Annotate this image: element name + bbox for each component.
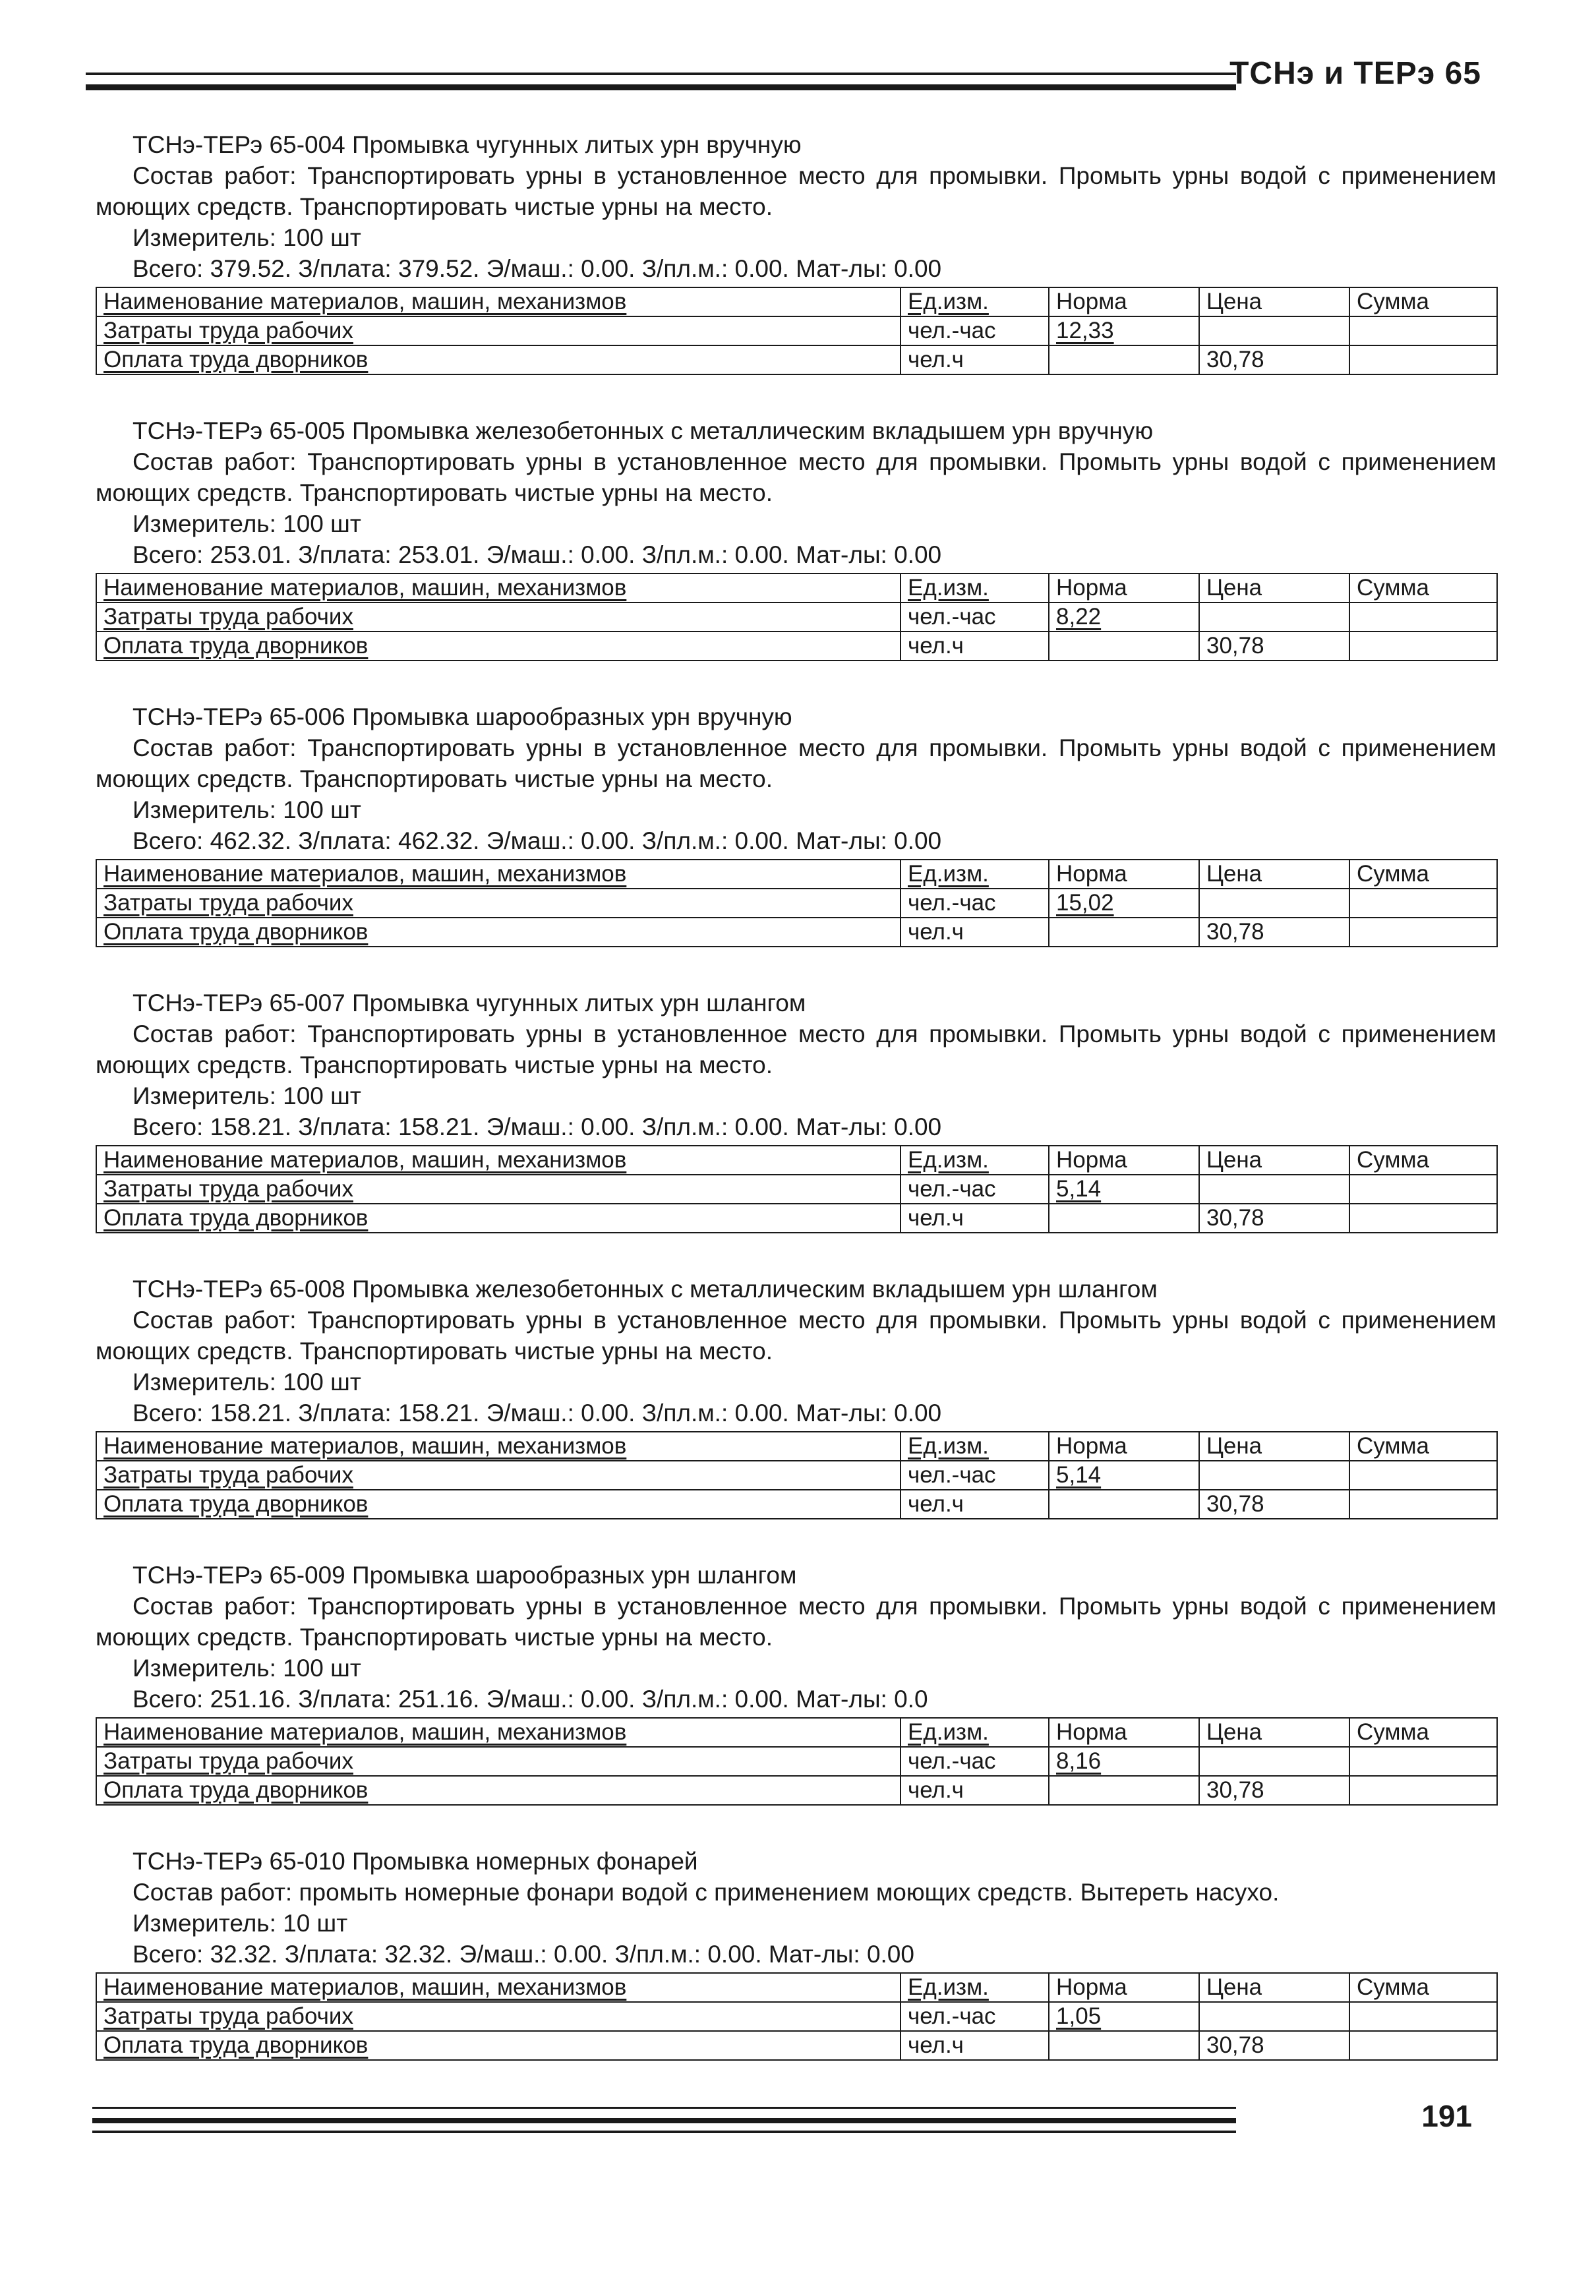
norm-entry bbox=[96, 1274, 1496, 1560]
header-rule-thick bbox=[86, 84, 1236, 90]
col-header-sum: Сумма bbox=[1349, 1432, 1497, 1461]
col-header-name: Наименование материалов, машин, механизмов bbox=[96, 1432, 901, 1461]
col-header-unit: Ед.изм. bbox=[901, 1973, 1049, 2002]
cell-name: Затраты труда рабочих bbox=[96, 1747, 901, 1776]
cell-sum bbox=[1349, 918, 1497, 947]
norm-entry bbox=[96, 1846, 1496, 2132]
col-header-unit: Ед.изм. bbox=[901, 1146, 1049, 1175]
entry-meter: Измеритель: 10 шт bbox=[133, 1910, 348, 1937]
cell-name: Затраты труда рабочих bbox=[96, 1175, 901, 1204]
col-header-norm: Норма bbox=[1049, 1432, 1199, 1461]
cell-price bbox=[1199, 603, 1349, 632]
entry-meter: Измеритель: 100 шт bbox=[133, 224, 361, 251]
cell-unit: чел.-час bbox=[901, 316, 1049, 345]
col-header-norm: Норма bbox=[1049, 860, 1199, 889]
col-header-norm: Норма bbox=[1049, 287, 1199, 316]
cell-price: 30,78 bbox=[1199, 345, 1349, 374]
col-header-unit: Ед.изм. bbox=[901, 287, 1049, 316]
col-header-sum: Сумма bbox=[1349, 1973, 1497, 2002]
norm-entry bbox=[96, 1560, 1496, 1846]
table-header-row bbox=[96, 1432, 1497, 1461]
table-row bbox=[96, 632, 1497, 661]
table-row bbox=[96, 889, 1497, 918]
cell-price bbox=[1199, 2002, 1349, 2031]
entry-composition: Состав работ: Транспортировать урны в установленное место для промывки. Промыть урны водой с применением bbox=[133, 162, 1496, 189]
cell-sum bbox=[1349, 2031, 1497, 2060]
cell-sum bbox=[1349, 1490, 1497, 1519]
table-header-row bbox=[96, 574, 1497, 603]
cell-price: 30,78 bbox=[1199, 2031, 1349, 2060]
cell-unit: чел.ч bbox=[901, 918, 1049, 947]
cell-norm: 5,14 bbox=[1049, 1461, 1199, 1490]
cell-price: 30,78 bbox=[1199, 632, 1349, 661]
norm-entry bbox=[96, 701, 1496, 987]
col-header-sum: Сумма bbox=[1349, 287, 1497, 316]
cell-norm: 8,22 bbox=[1049, 603, 1199, 632]
table-row bbox=[96, 2031, 1497, 2060]
cell-norm bbox=[1049, 918, 1199, 947]
cell-norm bbox=[1049, 1204, 1199, 1233]
cell-unit: чел.ч bbox=[901, 632, 1049, 661]
cell-name: Затраты труда рабочих bbox=[96, 889, 901, 918]
cell-unit: чел.ч bbox=[901, 2031, 1049, 2060]
table-row bbox=[96, 1204, 1497, 1233]
col-header-unit: Ед.изм. bbox=[901, 574, 1049, 603]
col-header-name: Наименование материалов, машин, механизмов bbox=[96, 860, 901, 889]
cell-norm: 1,05 bbox=[1049, 2002, 1199, 2031]
norm-table bbox=[96, 1431, 1498, 1519]
cell-unit: чел.-час bbox=[901, 2002, 1049, 2031]
col-header-price: Цена bbox=[1199, 287, 1349, 316]
cell-norm bbox=[1049, 1490, 1199, 1519]
entry-composition-cont: моющих средств. Транспортировать чистые урны на место. bbox=[96, 193, 773, 220]
entry-totals: Всего: 253.01. З/плата: 253.01. Э/маш.: 0.00. З/пл.м.: 0.00. Мат-лы: 0.00 bbox=[133, 541, 942, 568]
cell-sum bbox=[1349, 1175, 1497, 1204]
col-header-name: Наименование материалов, машин, механизмов bbox=[96, 1973, 901, 2002]
table-row bbox=[96, 603, 1497, 632]
col-header-name: Наименование материалов, машин, механизмов bbox=[96, 287, 901, 316]
norm-entry bbox=[96, 415, 1496, 701]
col-header-unit: Ед.изм. bbox=[901, 860, 1049, 889]
entry-totals: Всего: 462.32. З/плата: 462.32. Э/маш.: 0.00. З/пл.м.: 0.00. Мат-лы: 0.00 bbox=[133, 827, 942, 854]
cell-sum bbox=[1349, 316, 1497, 345]
cell-unit: чел.ч bbox=[901, 345, 1049, 374]
entries-container bbox=[96, 129, 1496, 2132]
entry-meter: Измеритель: 100 шт bbox=[133, 796, 361, 823]
table-row bbox=[96, 1175, 1497, 1204]
cell-unit: чел.-час bbox=[901, 1461, 1049, 1490]
cell-name: Затраты труда рабочих bbox=[96, 1461, 901, 1490]
cell-norm: 8,16 bbox=[1049, 1747, 1199, 1776]
cell-name: Оплата труда дворников bbox=[96, 2031, 901, 2060]
table-row bbox=[96, 316, 1497, 345]
cell-price bbox=[1199, 1461, 1349, 1490]
entry-title: ТСНэ-ТЕРэ 65-004 Промывка чугунных литых урн вручную bbox=[133, 131, 802, 158]
col-header-sum: Сумма bbox=[1349, 1146, 1497, 1175]
footer-rule-thin bbox=[92, 2107, 1236, 2109]
cell-unit: чел.-час bbox=[901, 1747, 1049, 1776]
table-row bbox=[96, 918, 1497, 947]
cell-unit: чел.-час bbox=[901, 603, 1049, 632]
entry-composition-cont: моющих средств. Транспортировать чистые урны на место. bbox=[96, 479, 773, 506]
col-header-price: Цена bbox=[1199, 1973, 1349, 2002]
table-row bbox=[96, 345, 1497, 374]
norm-table bbox=[96, 859, 1498, 947]
table-row bbox=[96, 1747, 1497, 1776]
cell-name: Оплата труда дворников bbox=[96, 1204, 901, 1233]
norm-table bbox=[96, 1145, 1498, 1233]
table-header-row bbox=[96, 1718, 1497, 1747]
cell-price: 30,78 bbox=[1199, 1204, 1349, 1233]
col-header-sum: Сумма bbox=[1349, 1718, 1497, 1747]
cell-sum bbox=[1349, 1461, 1497, 1490]
col-header-norm: Норма bbox=[1049, 574, 1199, 603]
norm-table bbox=[96, 287, 1498, 375]
cell-name: Затраты труда рабочих bbox=[96, 2002, 901, 2031]
col-header-norm: Норма bbox=[1049, 1973, 1199, 2002]
entry-composition-cont: моющих средств. Транспортировать чистые урны на место. bbox=[96, 1051, 773, 1078]
cell-price: 30,78 bbox=[1199, 918, 1349, 947]
table-row bbox=[96, 1490, 1497, 1519]
norm-entry bbox=[96, 129, 1496, 415]
cell-norm: 5,14 bbox=[1049, 1175, 1199, 1204]
cell-name: Затраты труда рабочих bbox=[96, 316, 901, 345]
cell-price: 30,78 bbox=[1199, 1490, 1349, 1519]
cell-name: Оплата труда дворников bbox=[96, 918, 901, 947]
entry-composition: Состав работ: Транспортировать урны в установленное место для промывки. Промыть урны водой с применением bbox=[133, 1020, 1496, 1047]
entry-title: ТСНэ-ТЕРэ 65-007 Промывка чугунных литых урн шлангом bbox=[133, 989, 806, 1016]
entry-composition: Состав работ: Транспортировать урны в установленное место для промывки. Промыть урны водой с применением bbox=[133, 734, 1496, 761]
cell-sum bbox=[1349, 603, 1497, 632]
entry-totals: Всего: 251.16. З/плата: 251.16. Э/маш.: 0.00. З/пл.м.: 0.00. Мат-лы: 0.0 bbox=[133, 1686, 928, 1713]
entry-composition: Состав работ: Транспортировать урны в установленное место для промывки. Промыть урны водой с применением bbox=[133, 1307, 1496, 1334]
table-header-row bbox=[96, 1146, 1497, 1175]
col-header-unit: Ед.изм. bbox=[901, 1432, 1049, 1461]
entry-title: ТСНэ-ТЕРэ 65-006 Промывка шарообразных урн вручную bbox=[133, 703, 792, 730]
cell-sum bbox=[1349, 1204, 1497, 1233]
entry-composition: Состав работ: Транспортировать урны в установленное место для промывки. Промыть урны водой с применением bbox=[133, 448, 1496, 475]
cell-sum bbox=[1349, 345, 1497, 374]
cell-norm: 15,02 bbox=[1049, 889, 1199, 918]
cell-price bbox=[1199, 316, 1349, 345]
cell-sum bbox=[1349, 1747, 1497, 1776]
cell-price bbox=[1199, 1747, 1349, 1776]
col-header-sum: Сумма bbox=[1349, 860, 1497, 889]
cell-name: Затраты труда рабочих bbox=[96, 603, 901, 632]
cell-unit: чел.ч bbox=[901, 1490, 1049, 1519]
footer-rule-base bbox=[92, 2131, 1236, 2133]
cell-price bbox=[1199, 889, 1349, 918]
norm-table bbox=[96, 1972, 1498, 2061]
table-row bbox=[96, 1776, 1497, 1805]
page-number: 191 bbox=[1421, 2099, 1472, 2133]
cell-norm bbox=[1049, 345, 1199, 374]
cell-norm: 12,33 bbox=[1049, 316, 1199, 345]
entry-title: ТСНэ-ТЕРэ 65-010 Промывка номерных фонарей bbox=[133, 1848, 698, 1875]
cell-price bbox=[1199, 1175, 1349, 1204]
norm-table bbox=[96, 1717, 1498, 1806]
running-header-title: ТСНэ и ТЕРэ 65 bbox=[1229, 56, 1481, 91]
cell-norm bbox=[1049, 2031, 1199, 2060]
col-header-price: Цена bbox=[1199, 1718, 1349, 1747]
cell-sum bbox=[1349, 632, 1497, 661]
header-rule-thin bbox=[86, 73, 1236, 75]
col-header-sum: Сумма bbox=[1349, 574, 1497, 603]
cell-name: Оплата труда дворников bbox=[96, 1490, 901, 1519]
cell-norm bbox=[1049, 632, 1199, 661]
entry-composition: Состав работ: промыть номерные фонари водой с применением моющих средств. Вытереть насухо. bbox=[133, 1879, 1280, 1906]
cell-price: 30,78 bbox=[1199, 1776, 1349, 1805]
col-header-price: Цена bbox=[1199, 860, 1349, 889]
table-header-row bbox=[96, 1973, 1497, 2002]
col-header-norm: Норма bbox=[1049, 1146, 1199, 1175]
table-row bbox=[96, 1461, 1497, 1490]
entry-composition-cont: моющих средств. Транспортировать чистые урны на место. bbox=[96, 1338, 773, 1365]
entry-composition-cont: моющих средств. Транспортировать чистые урны на место. bbox=[96, 1624, 773, 1651]
entry-title: ТСНэ-ТЕРэ 65-008 Промывка железобетонных с металлическим вкладышем урн шлангом bbox=[133, 1276, 1158, 1303]
col-header-name: Наименование материалов, машин, механизмов bbox=[96, 1146, 901, 1175]
norm-table bbox=[96, 573, 1498, 661]
table-header-row bbox=[96, 287, 1497, 316]
cell-sum bbox=[1349, 2002, 1497, 2031]
cell-name: Оплата труда дворников bbox=[96, 1776, 901, 1805]
footer-rule-thick bbox=[92, 2118, 1236, 2123]
entry-title: ТСНэ-ТЕРэ 65-009 Промывка шарообразных урн шлангом bbox=[133, 1562, 797, 1589]
entry-composition-cont: моющих средств. Транспортировать чистые урны на место. bbox=[96, 765, 773, 792]
col-header-price: Цена bbox=[1199, 1146, 1349, 1175]
entry-totals: Всего: 158.21. З/плата: 158.21. Э/маш.: 0.00. З/пл.м.: 0.00. Мат-лы: 0.00 bbox=[133, 1399, 942, 1427]
entry-meter: Измеритель: 100 шт bbox=[133, 1655, 361, 1682]
cell-unit: чел.-час bbox=[901, 1175, 1049, 1204]
cell-unit: чел.-час bbox=[901, 889, 1049, 918]
entry-totals: Всего: 379.52. З/плата: 379.52. Э/маш.: 0.00. З/пл.м.: 0.00. Мат-лы: 0.00 bbox=[133, 255, 942, 282]
entry-meter: Измеритель: 100 шт bbox=[133, 510, 361, 537]
table-header-row bbox=[96, 860, 1497, 889]
cell-unit: чел.ч bbox=[901, 1776, 1049, 1805]
cell-norm bbox=[1049, 1776, 1199, 1805]
entry-composition: Состав работ: Транспортировать урны в установленное место для промывки. Промыть урны водой с применением bbox=[133, 1593, 1496, 1620]
col-header-price: Цена bbox=[1199, 574, 1349, 603]
cell-name: Оплата труда дворников bbox=[96, 632, 901, 661]
table-row bbox=[96, 2002, 1497, 2031]
norm-entry bbox=[96, 987, 1496, 1274]
cell-sum bbox=[1349, 1776, 1497, 1805]
entry-totals: Всего: 32.32. З/плата: 32.32. Э/маш.: 0.00. З/пл.м.: 0.00. Мат-лы: 0.00 bbox=[133, 1941, 914, 1968]
cell-sum bbox=[1349, 889, 1497, 918]
col-header-name: Наименование материалов, машин, механизмов bbox=[96, 574, 901, 603]
col-header-price: Цена bbox=[1199, 1432, 1349, 1461]
entry-totals: Всего: 158.21. З/плата: 158.21. Э/маш.: 0.00. З/пл.м.: 0.00. Мат-лы: 0.00 bbox=[133, 1113, 942, 1140]
cell-unit: чел.ч bbox=[901, 1204, 1049, 1233]
entry-meter: Измеритель: 100 шт bbox=[133, 1082, 361, 1109]
cell-name: Оплата труда дворников bbox=[96, 345, 901, 374]
col-header-name: Наименование материалов, машин, механизмов bbox=[96, 1718, 901, 1747]
entry-meter: Измеритель: 100 шт bbox=[133, 1369, 361, 1396]
entry-title: ТСНэ-ТЕРэ 65-005 Промывка железобетонных с металлическим вкладышем урн вручную bbox=[133, 417, 1154, 444]
col-header-norm: Норма bbox=[1049, 1718, 1199, 1747]
col-header-unit: Ед.изм. bbox=[901, 1718, 1049, 1747]
